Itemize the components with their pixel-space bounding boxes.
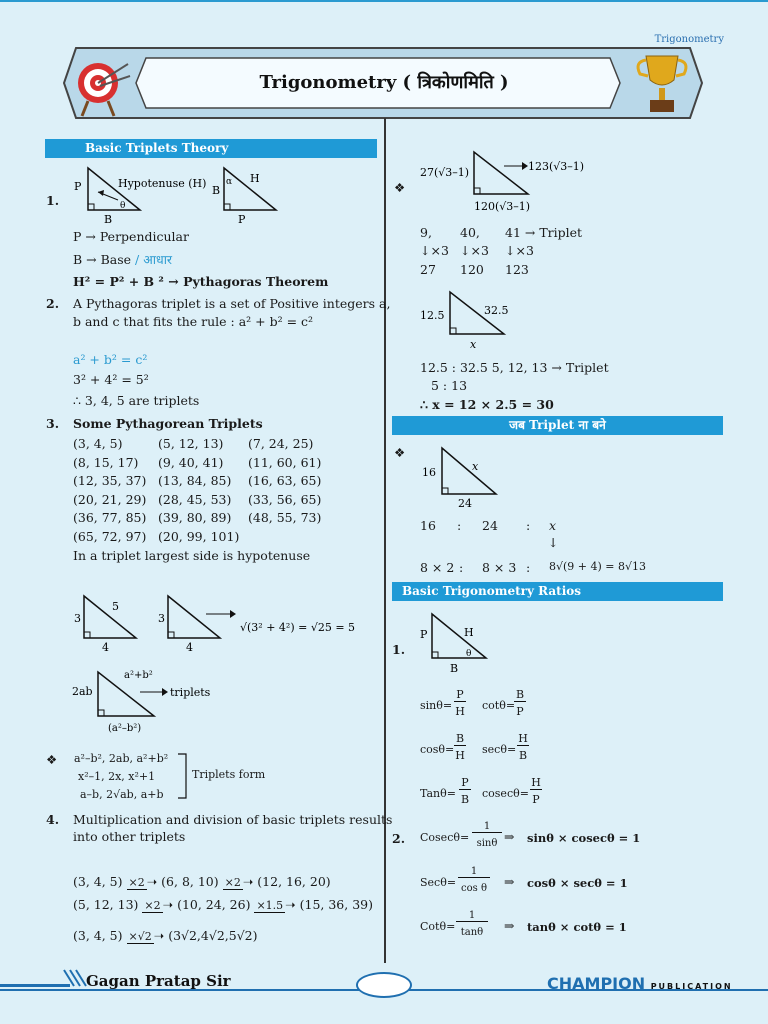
section-title-basic-triplets: Basic Triplets Theory (45, 139, 377, 158)
chain-row: (3, 4, 5) ×2 ➝ (6, 8, 10) ×2 ➝ (12, 16, 20) (73, 874, 331, 889)
publisher-name: CHAMPION (547, 974, 646, 993)
ex1-side: 27(√3–1) (420, 166, 470, 179)
tri1-theta: θ (120, 201, 126, 211)
tri1-p-label: P (74, 180, 82, 193)
tri2-p-label: P (238, 213, 246, 226)
hypotenuse-note: In a triplet largest side is hypotenuse (73, 548, 311, 563)
tri1-h-label: Hypotenuse (H) (118, 177, 207, 190)
ex2-line1: 12.5 : 32.5 5, 12, 13 → Triplet (420, 360, 609, 375)
publisher-sub: PUBLICATION (650, 982, 733, 991)
ex2-line3: ∴ x = 12 × 2.5 = 30 (420, 397, 554, 412)
def-base: B → Base / आधार (73, 252, 173, 267)
triplet-cell: (11, 60, 61) (248, 455, 322, 470)
fig-a-result: √(3² + 4²) = √25 = 5 (240, 621, 356, 634)
triplet-cell: (13, 84, 85) (158, 473, 232, 488)
item4-text-line2: into other triplets (73, 829, 186, 844)
section-title-trig-ratios: Basic Trigonometry Ratios (392, 582, 723, 601)
triplet-definition-line2: b and c that fits the rule : a² + b² = c² (73, 314, 314, 329)
item-number: 3. (46, 416, 60, 431)
column-divider (384, 118, 386, 963)
tri1-b-label: B (104, 213, 113, 226)
item-number: 4. (46, 812, 60, 827)
ratio-p: P (420, 628, 428, 641)
triplet-cell: (16, 63, 65) (248, 473, 322, 488)
triplet-cell: (5, 12, 13) (158, 436, 224, 451)
figure-2ab-triplets (66, 664, 286, 740)
triplet-cell: (65, 72, 97) (73, 529, 147, 544)
ex1-hyp: 123(√3–1) (528, 160, 585, 173)
item4-text-line1: Multiplication and division of basic triplets results (73, 812, 393, 827)
figure-12-5-triangle (418, 286, 538, 352)
fig-b-hyp: a²+b² (124, 670, 153, 681)
triplets-heading: Some Pythagorean Triplets (73, 416, 263, 431)
tri2-h-label: H (250, 172, 260, 185)
fig-a-hyp: 5 (112, 600, 119, 613)
triplet-cell: (33, 56, 65) (248, 492, 322, 507)
tri2-b-label: B (212, 184, 221, 197)
fig-a2-side: 3 (158, 612, 165, 625)
fig-a-side: 3 (74, 612, 81, 625)
bullet-icon: ❖ (394, 180, 406, 195)
item-number: 2. (392, 831, 406, 846)
ratio-h: H (464, 626, 474, 639)
triplet-cell: (7, 24, 25) (248, 436, 314, 451)
def-perpendicular: P → Perpendicular (73, 229, 189, 244)
author-name: Gagan Pratap Sir (86, 972, 231, 990)
triplet-cell: (8, 15, 17) (73, 455, 139, 470)
triplet-cell: (48, 55, 73) (248, 510, 322, 525)
bracket (176, 752, 188, 800)
item-number: 1. (392, 642, 406, 657)
triplet-definition-line1: A Pythagoras triplet is a set of Positive integers a, (73, 296, 391, 311)
ex3-side: 16 (422, 466, 436, 479)
triplet-cell: (3, 4, 5) (73, 436, 123, 451)
triplet-cell: (20, 21, 29) (73, 492, 147, 507)
fig-b-label: triplets (170, 686, 211, 699)
bullet-icon: ❖ (394, 445, 406, 460)
figure-ratio-triangle (414, 610, 504, 676)
ex3-base: 24 (458, 497, 472, 510)
form-line: a²–b², 2ab, a²+b² (74, 752, 169, 765)
triplet-example: 3² + 4² = 5² (73, 372, 149, 387)
bullet-icon: ❖ (46, 752, 58, 767)
ex3-arrow: ↓ (548, 535, 559, 550)
fig-a2-base: 4 (186, 641, 193, 654)
figure-16-24-triangle (418, 444, 538, 512)
item-number: 2. (46, 296, 60, 311)
triplet-cell: (20, 99, 101) (158, 529, 240, 544)
triplet-cell: (39, 80, 89) (158, 510, 232, 525)
ratio-b: B (450, 662, 459, 675)
ex3-hyp: x (472, 460, 479, 473)
ex2-side: 12.5 (420, 309, 445, 322)
item-number: 1. (46, 193, 60, 208)
section-tag: Trigonometry (654, 34, 724, 45)
fig-b-base: (a²–b²) (108, 723, 142, 734)
ex2-hyp: 32.5 (484, 304, 509, 317)
fig-a-base: 4 (102, 641, 109, 654)
form-line: a–b, 2√ab, a+b (80, 788, 164, 801)
figure-3-4-5 (66, 590, 366, 656)
triplets-form-label: Triplets form (192, 768, 266, 781)
triplet-cell: (28, 45, 53) (158, 492, 232, 507)
base-hindi: / आधार (135, 252, 173, 267)
right-triangle-figures (70, 160, 290, 226)
form-line: x²–1, 2x, x²+1 (78, 770, 156, 783)
figure-root3-triangle (410, 146, 610, 220)
chain-row: (5, 12, 13) ×2 ➝ (10, 24, 26) ×1.5 ➝ (15, 36, 39) (73, 897, 373, 912)
fig-b-side: 2ab (72, 685, 93, 698)
ex1-base: 120(√3–1) (474, 200, 531, 213)
section-title-no-triplet: जब Triplet ना बने (392, 416, 723, 435)
ratio-theta: θ (466, 649, 472, 659)
triplet-cell: (9, 40, 41) (158, 455, 224, 470)
chain-row: (3, 4, 5) ×√2 ➝ (3√2,4√2,5√2) (73, 928, 258, 943)
page-title: Trigonometry ( त्रिकोणमिति ) (259, 72, 509, 93)
triplet-cell: (12, 35, 37) (73, 473, 147, 488)
ex2-base: x (470, 338, 477, 351)
page-number-badge (356, 972, 412, 998)
triplet-cell: (36, 77, 85) (73, 510, 147, 525)
triplet-conclusion: ∴ 3, 4, 5 are triplets (73, 393, 200, 408)
ex2-line2: 5 : 13 (431, 378, 468, 393)
pythagoras-theorem: H² = P² + B ² → Pythagoras Theorem (73, 274, 329, 289)
top-rule (0, 0, 768, 2)
publisher-logo (547, 974, 733, 993)
tri2-alpha: α (226, 177, 233, 187)
triplet-formula: a² + b² = c² (73, 352, 148, 367)
